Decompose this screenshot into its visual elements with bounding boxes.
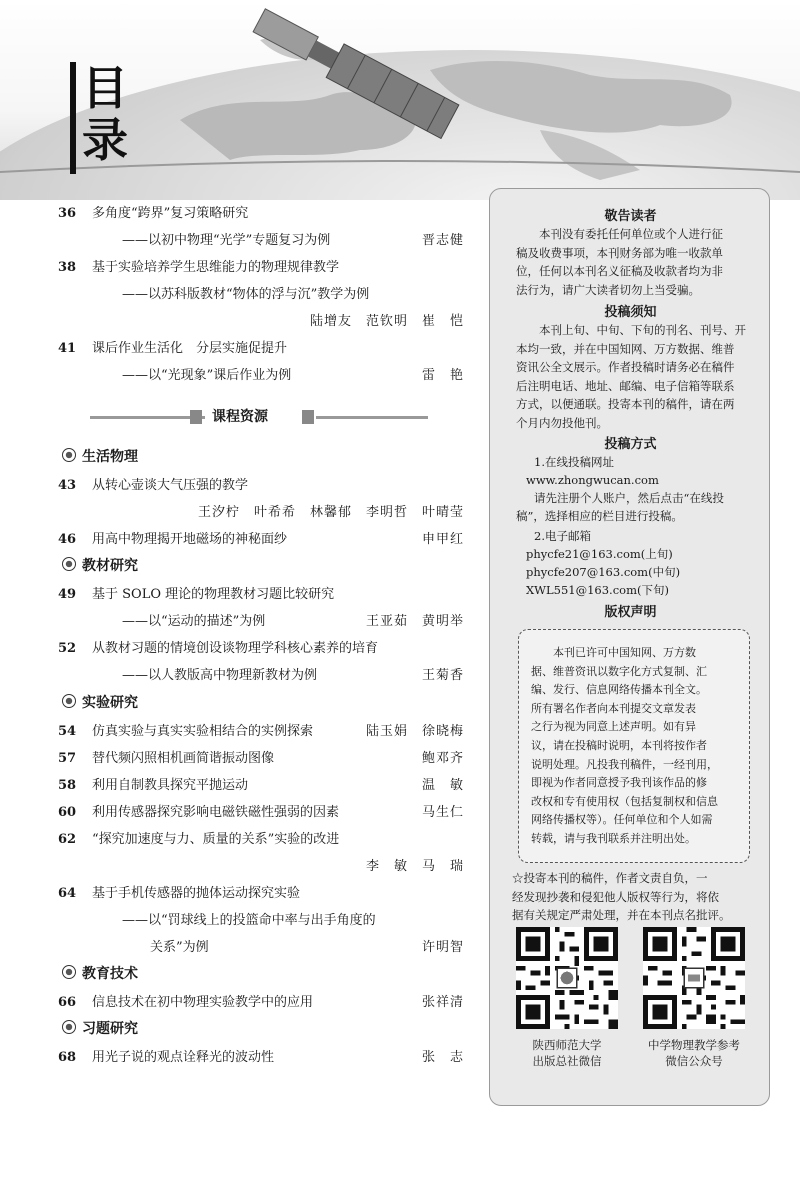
article-subtitle: ——以“罚球线上的投篮命中率与出手角度的 — [122, 913, 376, 928]
toc-entry[interactable] — [58, 526, 468, 553]
toc-entry[interactable] — [58, 254, 468, 335]
notice-title: 敬告读者 — [604, 209, 657, 224]
article-authors: 王汐柠 叶希希 林馨郁 李明哲 叶晴莹 — [197, 505, 464, 520]
article-subtitle: ——以“运动的描述”为例 — [122, 614, 266, 629]
page-number: 64 — [58, 886, 77, 901]
article-subtitle: ——以初中物理“光学”专题复习为例 — [122, 233, 331, 248]
page-number: 52 — [58, 641, 77, 656]
submission-guide-title: 投稿须知 — [604, 305, 657, 320]
submission-guide-text: 本刊上旬、中旬、下旬的刊名、刊号、开 本均一致，并在中国知网、万方数据、维普 资讯公全文展示。作者投稿时请务必在稿件 后注明电话、地址、邮编、电子信箱等联系 方式，以便通联。投寄本刊的稿件，请在两 个月内勿投他刊。 — [516, 323, 746, 430]
page-number: 38 — [58, 260, 77, 275]
article-authors: 张 志 — [421, 1050, 464, 1065]
notice-text: 本刊没有委托任何单位或个人进行征 稿及收费事项，本刊财务部为唯一收款单 位，任何以本刊名义征稿及收款者均为非 法行为，请广大读者切勿上当受骗。 — [516, 227, 723, 297]
copyright-box: 本刊已许可中国知网、万方数 据、维普资讯以数字化方式复制、汇 编、发行、信息网络传播本刊全文。 所有署名作者向本刊提交文章发表 之行为视为同意上述声明。如有异 议，请在投稿时说明，本刊将按作者 说明处理。凡投我刊稿件，一经刊用， 即视为作者同意授予我刊该作品的修 改权和专有使用权（包括复制权和信息 网络传播权等）。任何单位和个人如需 转载，请与我刊联系并注明出处。 — [518, 629, 750, 863]
article-title: 仿真实验与真实实验相结合的实例探索 — [92, 724, 314, 739]
toc-entry[interactable] — [58, 826, 468, 880]
toc-entry[interactable] — [58, 335, 468, 389]
article-title: 基于实验培养学生思维能力的物理规律教学 — [92, 260, 340, 275]
qr-caption-journal: 中学物理教学参考 微信公众号 — [648, 1038, 740, 1068]
page-number: 60 — [58, 805, 77, 820]
method-item: 2.电子邮箱 — [534, 529, 591, 543]
toc-entry[interactable] — [58, 799, 468, 826]
section-heading: 习题研究 — [62, 1019, 138, 1039]
article-authors: 申甲红 — [421, 532, 464, 547]
article-authors: 许明智 — [421, 940, 464, 955]
article-authors: 王菊香 — [421, 668, 464, 683]
article-title: 信息技术在初中物理实验教学中的应用 — [92, 995, 314, 1010]
page-number: 49 — [58, 587, 77, 602]
article-subtitle: ——以“光现象”课后作业为例 — [122, 368, 292, 383]
article-title: 利用自制教具探究平抛运动 — [92, 778, 249, 793]
submission-url[interactable]: www.zhongwucan.com — [526, 473, 659, 487]
bullet-icon — [62, 965, 76, 979]
sidebar-notice-panel — [489, 188, 770, 1106]
page-number: 66 — [58, 995, 77, 1010]
page-number: 57 — [58, 751, 77, 766]
article-title: 从转心壶谈大气压强的教学 — [92, 478, 249, 493]
email-address[interactable]: XWL551@163.com(下旬) — [526, 583, 669, 597]
article-title: “探究加速度与力、质量的关系”实验的改进 — [92, 832, 340, 847]
article-subtitle: ——以人教版高中物理新教材为例 — [122, 668, 318, 683]
section-heading: 实验研究 — [62, 693, 138, 713]
article-authors: 陆玉娟 徐晓梅 — [365, 724, 464, 739]
bullet-icon — [62, 448, 76, 462]
banner-rule-right — [316, 416, 428, 419]
article-subtitle-cont: 关系”为例 — [150, 940, 209, 955]
toc-entry[interactable] — [58, 772, 468, 799]
article-subtitle: ——以苏科版教材“物体的浮与沉”教学为例 — [122, 287, 370, 302]
article-authors: 陆增友 范钦明 崔 恺 — [309, 314, 464, 329]
plagiarism-warning: ☆投寄本刊的稿件，作者文责自负，一 经发现抄袭和侵犯他人版权等行为，将依 据有关规定严肃处理，并在本刊点名批评。 — [512, 871, 731, 922]
article-title: 利用传感器探究影响电磁铁磁性强弱的因素 — [92, 805, 340, 820]
banner-title: 课程资源 — [212, 409, 268, 425]
section-heading: 生活物理 — [62, 447, 138, 467]
toc-entry[interactable] — [58, 989, 468, 1016]
article-authors: 王亚茹 黄明举 — [365, 614, 464, 629]
article-title: 基于 SOLO 理论的物理教材习题比较研究 — [92, 587, 335, 602]
article-authors: 雷 艳 — [421, 368, 464, 383]
page-number: 43 — [58, 478, 77, 493]
title-bar — [70, 62, 76, 174]
article-authors: 温 敏 — [421, 778, 464, 793]
banner-square-right — [302, 410, 314, 424]
email-address[interactable]: phycfe207@163.com(中旬) — [526, 565, 681, 579]
page-number: 41 — [58, 341, 77, 356]
banner-rule-left — [90, 416, 205, 419]
copyright-title: 版权声明 — [604, 605, 657, 620]
article-authors: 晋志健 — [421, 233, 464, 248]
page-number: 54 — [58, 724, 77, 739]
article-authors: 马生仁 — [421, 805, 464, 820]
article-authors: 张祥清 — [421, 995, 464, 1010]
method-text: 请先注册个人账户，然后点击“在线投 — [534, 491, 724, 505]
toc-entry[interactable] — [58, 1044, 468, 1071]
submission-method-title: 投稿方式 — [604, 437, 657, 452]
bullet-icon — [62, 694, 76, 708]
title-char-1: 目 — [82, 61, 128, 115]
toc-entry[interactable] — [58, 200, 468, 254]
method-text: 稿”，选择相应的栏目进行投稿。 — [516, 509, 683, 523]
section-heading: 教材研究 — [62, 556, 138, 576]
toc-entry[interactable] — [58, 472, 468, 526]
article-title: 多角度“跨界”复习策略研究 — [92, 206, 249, 221]
toc-entry[interactable] — [58, 581, 468, 635]
article-title: 替代频闪照相机画简谐振动图像 — [92, 751, 275, 766]
page-number: 36 — [58, 206, 77, 221]
bullet-icon — [62, 557, 76, 571]
email-address[interactable]: phycfe21@163.com(上旬) — [526, 547, 673, 561]
article-title: 基于手机传感器的抛体运动探究实验 — [92, 886, 301, 901]
page-title — [70, 62, 140, 174]
article-authors: 李 敏 马 瑞 — [365, 859, 464, 874]
toc-entry[interactable] — [58, 718, 468, 745]
toc-entry[interactable] — [58, 635, 468, 689]
article-title: 用高中物理揭开地磁场的神秘面纱 — [92, 532, 288, 547]
article-title: 从教材习题的情境创设谈物理学科核心素养的培育 — [92, 641, 379, 656]
article-title: 课后作业生活化 分层实施促提升 — [92, 341, 288, 356]
section-banner — [40, 406, 430, 428]
method-item: 1.在线投稿网址 — [534, 455, 614, 469]
qr-caption-publisher: 陕西师范大学 出版总社微信 — [532, 1038, 602, 1068]
toc-entry[interactable] — [58, 745, 468, 772]
page-number: 68 — [58, 1050, 77, 1065]
section-heading: 教育技术 — [62, 964, 138, 984]
article-authors: 鲍邓齐 — [421, 751, 464, 766]
page-number: 62 — [58, 832, 77, 847]
qr-code-publisher[interactable] — [516, 927, 618, 1029]
title-char-2: 录 — [82, 113, 128, 167]
page-number: 58 — [58, 778, 77, 793]
qr-code-journal[interactable] — [643, 927, 745, 1029]
article-title: 用光子说的观点诠释光的波动性 — [92, 1050, 275, 1065]
page-number: 46 — [58, 532, 77, 547]
toc-entry[interactable] — [58, 880, 468, 961]
bullet-icon — [62, 1020, 76, 1034]
